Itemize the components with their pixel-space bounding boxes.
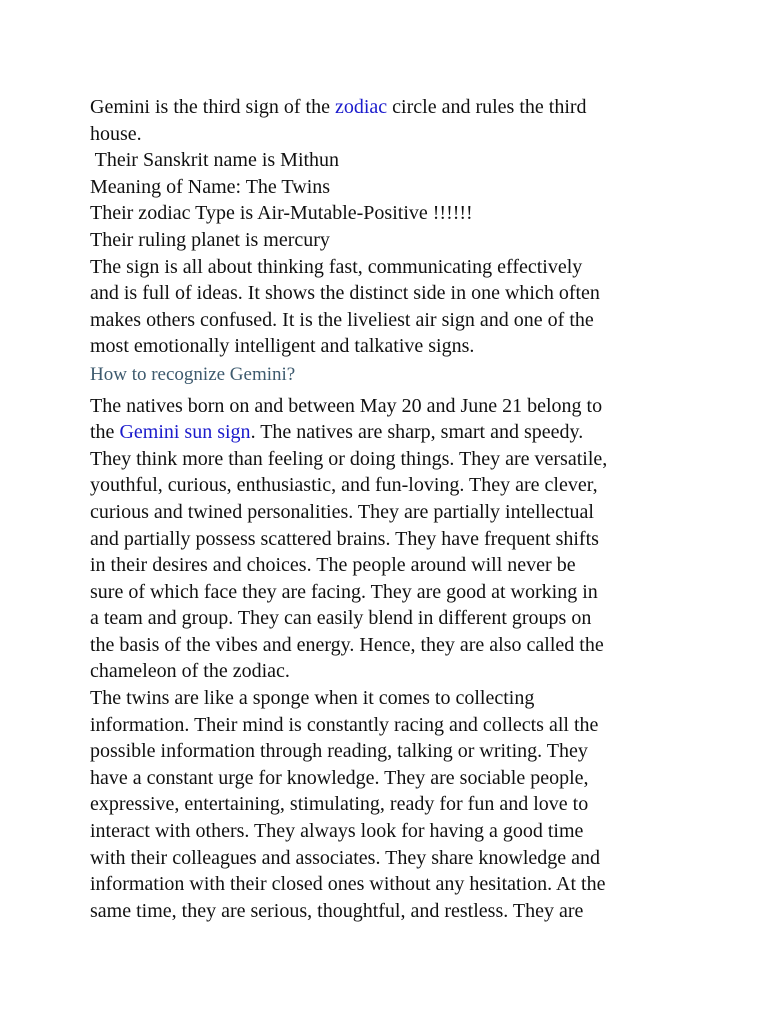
para3-line: with their colleagues and associates. They share knowledge and [90, 846, 601, 869]
sanskrit-name: Their Sanskrit name is Mithun [90, 149, 340, 172]
gemini-sun-sign-link[interactable]: Gemini sun sign [119, 421, 251, 444]
para2-line: youthful, curious, enthusiastic, and fun-loving. They are clever, [90, 474, 598, 497]
para2-line: and partially possess scattered brains. They have frequent shifts [90, 527, 599, 550]
para2-text-after-link: . The natives are sharp, smart and speedy. [250, 421, 584, 444]
para3-line: expressive, entertaining, stimulating, ready for fun and love to [90, 793, 589, 816]
ruling-planet: Their ruling planet is mercury [90, 228, 330, 251]
para3-line: information. Their mind is constantly racing and collects all the [90, 713, 599, 736]
para2-line: curious and twined personalities. They are partially intellectual [90, 500, 594, 523]
para3-line: interact with others. They always look for having a good time [90, 820, 584, 843]
para1-line: makes others confused. It is the liveliest air sign and one of the [90, 308, 594, 331]
para3-line: have a constant urge for knowledge. They are sociable people, [90, 766, 589, 789]
para3-line: same time, they are serious, thoughtful, and restless. They are [90, 899, 584, 922]
para3-line: The twins are like a sponge when it comes to collecting [90, 687, 535, 710]
para1-line: most emotionally intelligent and talkative signs. [90, 335, 475, 358]
para2-line: the basis of the vibes and energy. Hence, they are also called the [90, 633, 604, 656]
intro-text-before-link: Gemini is the third sign of the [90, 96, 335, 118]
para1-line: The sign is all about thinking fast, communicating effectively [90, 255, 583, 278]
intro-line-2: house. [90, 122, 142, 145]
para2-line-with-link [90, 419, 690, 446]
para2-line: in their desires and choices. The people around will never be [90, 554, 576, 577]
para2-line: The natives born on and between May 20 and June 21 belong to [90, 394, 603, 417]
section-heading: How to recognize Gemini? [90, 363, 296, 385]
para2-text-before-link: the [90, 421, 120, 444]
intro-line-1 [90, 94, 690, 121]
intro-text-after-link: circle and rules the third [387, 96, 587, 118]
para2-line: chameleon of the zodiac. [90, 660, 290, 683]
para2-line: a team and group. They can easily blend in different groups on [90, 607, 592, 630]
document-page [90, 94, 690, 924]
para2-line: They think more than feeling or doing things. They are versatile, [90, 447, 608, 470]
para3-line: possible information through reading, talking or writing. They [90, 740, 588, 763]
zodiac-type: Their zodiac Type is Air-Mutable-Positive !!!!!! [90, 202, 473, 225]
para2-line: sure of which face they are facing. They are good at working in [90, 580, 598, 603]
name-meaning: Meaning of Name: The Twins [90, 175, 331, 198]
para3-line: information with their closed ones without any hesitation. At the [90, 873, 606, 896]
para1-line: and is full of ideas. It shows the distinct side in one which often [90, 282, 600, 305]
zodiac-link[interactable]: zodiac [334, 96, 388, 118]
